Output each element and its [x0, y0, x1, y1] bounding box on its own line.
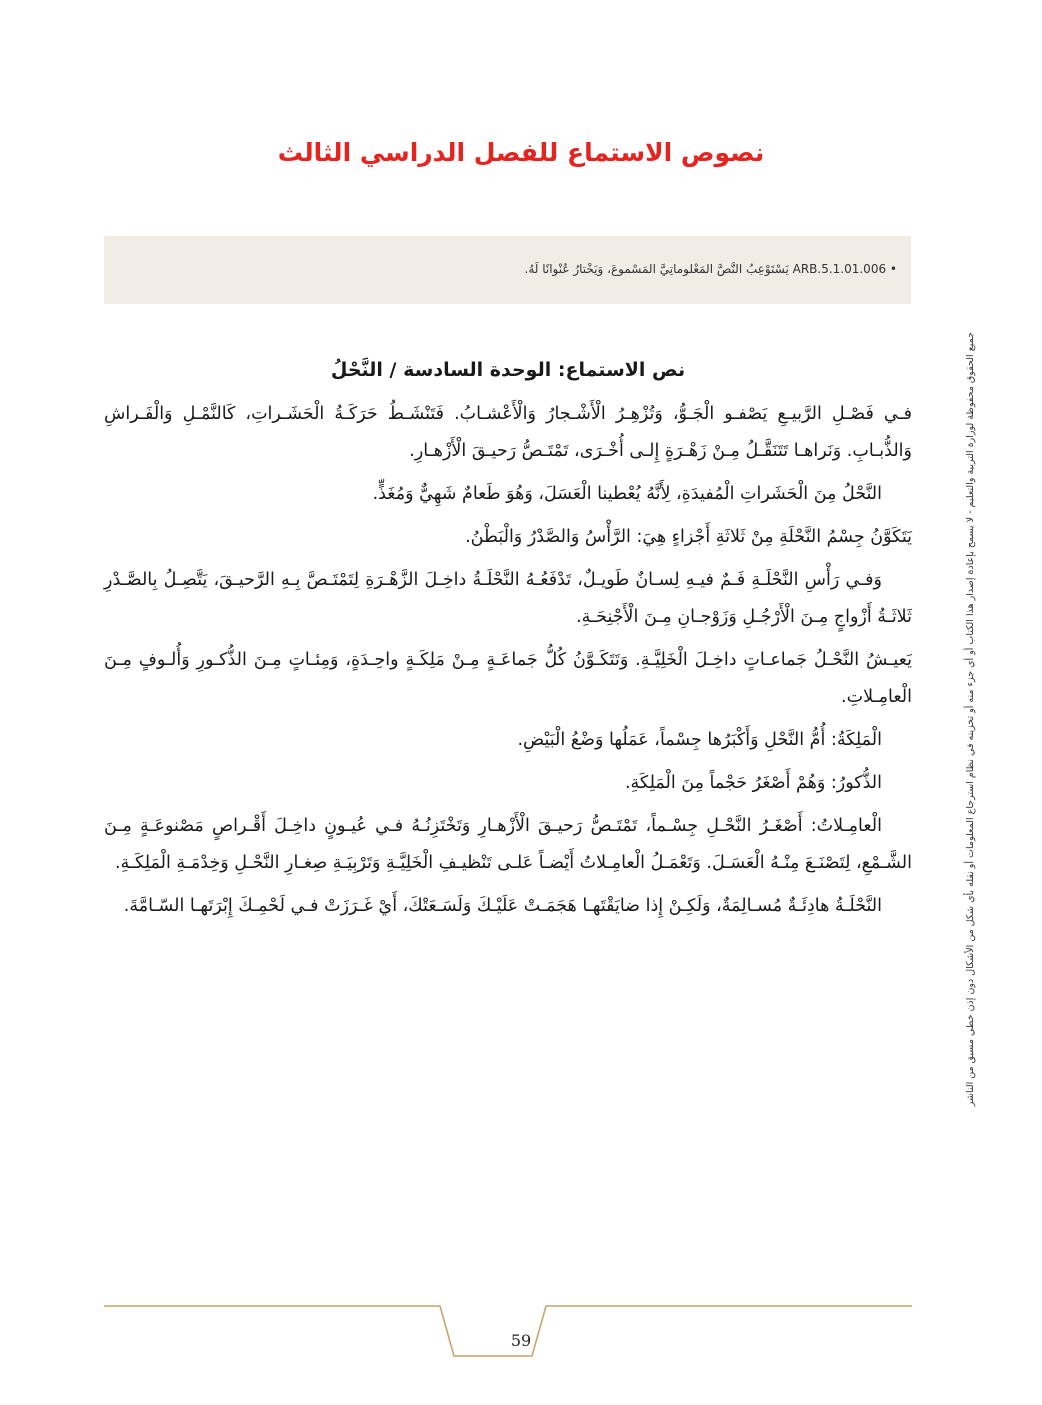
paragraph: فـي فَصْـلِ الرَّبيـعِ يَصْفـو الْجَـوُّ، وَتُزْهِـرُ الْأَشْـجارُ وَالْأَعْشـابُ. فَتَنْشَـطُ حَرَكَـةُ الْحَشَـراتِ، كَالنَّمْـلِ وَالْفَـراشِ وَالذُّبـابِ. وَنَراهـا تَتَنَقَّـلُ مِـنْ زَهْـرَةٍ إِلـى أُخْـرَى، تَمْتَـصُّ رَحيـقَ الْأَزْهـارِ.	[104, 404, 912, 461]
learning-outcome-box	[104, 236, 911, 304]
section-heading: نص الاستماع: الوحدة السادسة / النَّحْلُ	[330, 359, 686, 381]
paragraph: النَّحْلَـةُ هادِئَـةٌ مُسـالِمَةٌ، وَلَكِـنْ إِذا ضايَقْتَهـا هَجَمَـتْ عَلَيْـكَ وَلَسَـعَتْكَ، أَيْ غَـرَزَتْ فـي لَحْمِـكَ إِبْرَتَهـا السّـامَّةَ.	[123, 896, 882, 916]
paragraph: الْعامِـلاتُ: أَصْغَـرُ النَّحْـلِ جِسْـماً، تَمْتَـصُّ رَحيـقَ الْأَزْهـارِ وَتَخْتَزِنُـهُ فـي عُيـونٍ داخِـلَ أَقْـراصٍ مَصْنوعَـةٍ مِـنَ الشَّـمْعِ، لِتَصْنَـعَ مِنْـهُ الْعَسَـلَ. وَتَعْمَـلُ الْعامِـلاتُ أَيْضـاً عَلـى تَنْظيـفِ الْخَلِيَّـةِ وَتَرْبِيَـةِ صِغـارِ النَّحْـلِ وَخِدْمَـةِ الْمَلِكَـةِ.	[104, 816, 912, 873]
listening-text-section	[104, 356, 912, 931]
paragraph: وَفـي رَأْسِ النَّحْلَـةِ فَـمٌ فيـهِ لِسـانٌ طَويـلٌ، تَدْفَعُـهُ النَّحْلَـةُ داخِـلَ الزَّهْـرَةِ لِتَمْتَـصَّ بِـهِ الرَّحيـقَ، يَتَّصِـلُ بِالصَّـدْرِ ثَلاثَـةُ أَزْواجٍ مِـنَ الْأَرْجُـلِ وَزَوْجـانِ مِـنَ الْأَجْنِحَـةِ.	[104, 570, 912, 627]
paragraph: النَّحْلُ مِنَ الْحَشَراتِ الْمُفيدَةِ، لِأَنَّهُ يُعْطينا الْعَسَلَ، وَهُوَ طَعامٌ شَهِيٌّ وَمُغَذٍّ.	[372, 484, 882, 504]
paragraph: الذُّكورُ: وَهُمْ أَصْغَرُ حَجْماً مِنَ الْمَلِكَةِ.	[624, 773, 882, 793]
paragraph: يَعيـشُ النَّحْـلُ جَماعـاتٍ داخِـلَ الْخَلِيَّـةِ. وَتَتَكَـوَّنُ كُلُّ جَماعَـةٍ مِـنْ مَلِكَـةٍ واحِـدَةٍ، وَمِئـاتٍ مِـنَ الذُّكـورِ وَأُلـوفٍ مِـنَ الْعامِـلاتِ.	[104, 650, 912, 707]
paragraph: يَتَكَوَّنُ جِسْمُ النَّحْلَةِ مِنْ ثَلاثَةِ أَجْزاءٍ هِيَ: الرَّأْسُ وَالصَّدْرُ وَالْبَطْنُ.	[465, 527, 912, 547]
copyright-side-note: جميع الحقوق محفوظة لوزارة التربية والتعليم - لا يسمح بإعادة إصدار هذا الكتاب أو أي جزء منه أو تخزينه في نظام استرجاع المعلومات أو نقله بأي شكل من الأشكال دون إذن خطي مسبق من الناشر	[965, 332, 976, 1107]
page-number: 59	[510, 1331, 532, 1350]
learning-outcome-text: • ARB.5.1.01.006 يَسْتَوْعِبُ النَّصَّ المَعْلوماتِيَّ المَسْموعَ، وَيَخْتارُ عُنْوانًا لَهُ.	[524, 262, 897, 276]
page-title: نصوص الاستماع للفصل الدراسي الثالث	[277, 138, 765, 167]
paragraph: الْمَلِكَةُ: أُمُّ النَّحْلِ وَأَكْبَرُها جِسْماً، عَمَلُها وَضْعُ الْبَيْضِ.	[517, 730, 882, 750]
